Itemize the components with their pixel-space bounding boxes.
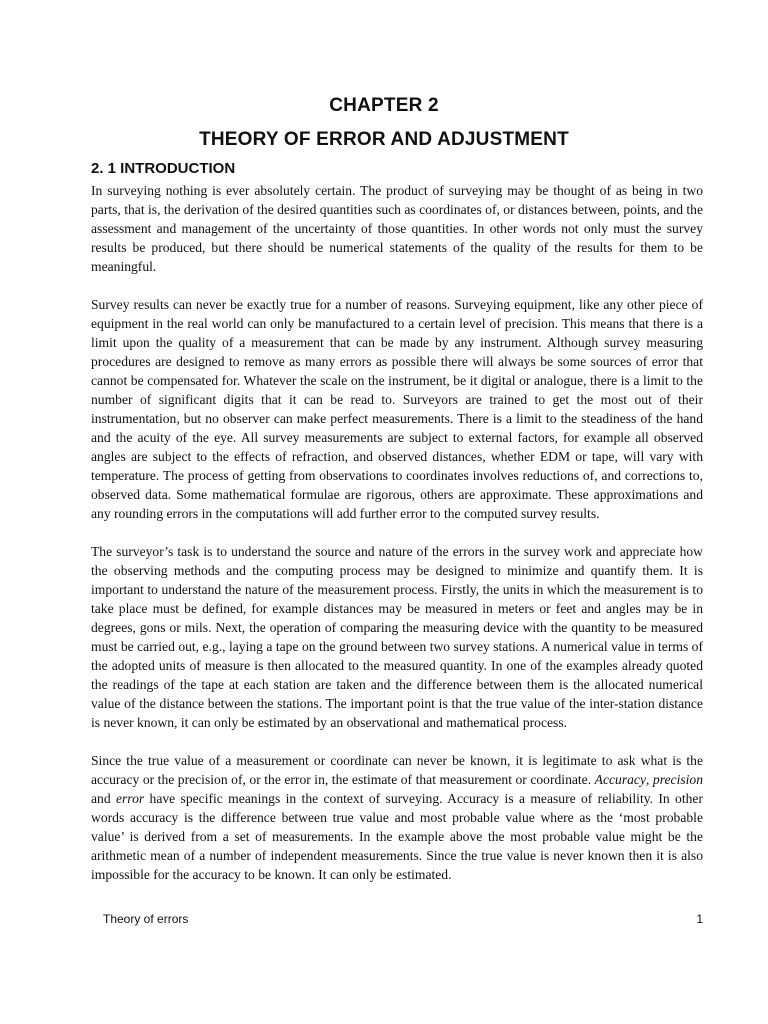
paragraph-2: Survey results can never be exactly true for a number of reasons. Surveying equipment, like any other piece of equipment in the real world can only be manufactured to a certain level of precision. This means that there is a limit upon the quality of a measurement that can be made by any instrument. Although survey measuring procedures are designed to remove as many errors as possible there will always be some sources of error that cannot be compensated for. Whatever the scale on the instrument, be it digital or analogue, there is a limit to the number of significant digits that it can be read to. Surveyors are trained to get the most out of their instrumentation, but no observer can make perfect measurements. There is a limit to the steadiness of the hand and the acuity of the eye. All survey measurements are subject to external factors, for example all observed angles are subject to the effects of refraction, and observed distances, whether EDM or tape, will vary with temperature. The process of getting from observations to coordinates involves reductions of, and corrections to, observed data. Some mathematical formulae are rigorous, others are approximate. These approximations and any rounding errors in the computations will add further error to the computed survey results. <box>91 297 703 521</box>
footer-title: Theory of errors <box>103 912 189 926</box>
chapter-title: THEORY OF ERROR AND ADJUSTMENT <box>199 129 569 150</box>
paragraph-4-sep-1: , <box>645 772 653 787</box>
paragraph-3: The surveyor’s task is to understand the source and nature of the errors in the survey work and appreciate how the observing methods and the computing process may be designed to minimize and quantify them. It is important to understand the nature of the measurement process. Firstly, the units in which the measurement is to take place must be defined, for example distances may be measured in meters or feet and angles may be in degrees, gons or mils. Next, the operation of comparing the measuring device with the quantity to be measured must be carried out, e.g., laying a tape on the ground between two survey stations. A numerical value in terms of the adopted units of measure is then allocated to the measured quantity. In one of the examples already quoted the readings of the tape at each station are taken and the difference between them is the allocated numerical value of the distance between the stations. The important point is that the true value of the inter-station distance is never known, it can only be estimated by an observational and mathematical process. <box>91 544 703 730</box>
chapter-number: CHAPTER 2 <box>329 95 439 116</box>
term-error: error <box>115 791 145 806</box>
term-accuracy: Accuracy <box>594 772 646 787</box>
paragraph-4-text-a: Since the true value of a measurement or coordinate can never be known, it is legitimate to ask what is the accuracy or the precision of, or the error in, the estimate of that measurement or coordinate. <box>91 753 703 787</box>
term-precision: precision <box>652 772 704 787</box>
paragraph-1: In surveying nothing is ever absolutely certain. The product of surveying may be thought of as being in two parts, that is, the derivation of the desired quantities such as coordinates of, or distances between, points, and the assessment and management of the uncertainty of those quantities. In other words not only must the survey results be produced, but there should be numerical statements of the quality of the results for them to be meaningful. <box>91 183 703 274</box>
section-heading: 2. 1 INTRODUCTION <box>91 160 236 177</box>
paragraph-4-sep-2: and <box>91 791 116 806</box>
body-text <box>91 181 703 884</box>
paragraph-4-text-b: have specific meanings in the context of surveying. Accuracy is a measure of reliability. In other words accuracy is the difference between true value and most probable value where as the ‘most probable value’ is derived from a set of measurements. In the example above the most probable value might be the arithmetic mean of a number of independent measurements. Since the true value is never known then it is also impossible for the accuracy to be known. It can only be estimated. <box>91 791 703 882</box>
paragraph-4 <box>91 751 703 884</box>
page-number: 1 <box>696 912 703 926</box>
